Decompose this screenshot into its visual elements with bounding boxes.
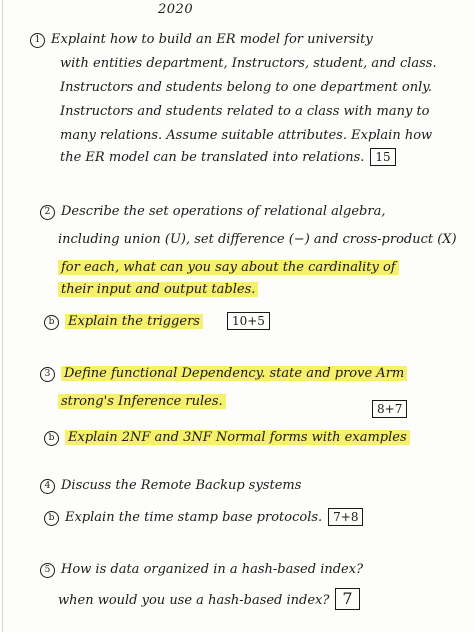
year-heading: 2020 [158,2,194,17]
q3-number: 3 [40,367,55,382]
q3-marks-line [366,400,407,420]
q4b-line: b Explain the time stamp base protocols. 7+8 [44,508,363,528]
q4b-number: b [44,511,59,526]
q2b-line: b Explain the triggers 10+5 [44,312,270,332]
q1-number: 1 [30,33,45,48]
q3-line-2: strong's Inference rules. [58,392,226,412]
q5-number: 5 [40,563,55,578]
page-edge [2,0,3,632]
q3-marks-box: 8+7 [372,400,407,418]
q1-line-4: Instructors and students related to a class with many to [60,104,430,119]
q1-line-1: 1 Explaint how to build an ER model for university [30,30,373,50]
q1-line-5: many relations. Assume suitable attributes. Explain how [60,128,433,143]
q1-line-2: with entities department, Instructors, student, and class. [60,56,437,71]
q4-line: 4 Discuss the Remote Backup systems [40,476,301,496]
q2b-number: b [44,315,59,330]
q1-line-6: the ER model can be translated into relations. 15 [60,148,396,168]
q2-line-1: 2 Describe the set operations of relational algebra, [40,202,385,222]
q5-line-1: 5 How is data organized in a hash-based index? [40,560,363,580]
q4-marks-box: 7+8 [328,508,363,526]
q2-line-3: for each, what can you say about the cardinality of [58,258,399,278]
q2-line-4: their input and output tables. [58,280,258,300]
q3b-line: b Explain 2NF and 3NF Normal forms with examples [44,428,410,448]
q5-line-2: when would you use a hash-based index? 7 [58,588,360,611]
q1-line-3: Instructors and students belong to one department only. [60,80,433,95]
q3-line-1: 3 Define functional Dependency. state and prove Arm [40,364,407,384]
q4-number: 4 [40,479,55,494]
q2-line-2: including union (U), set difference (−) and cross-product (X) [58,232,457,247]
q2-number: 2 [40,205,55,220]
q2-marks-box: 10+5 [227,312,270,330]
q5-marks-box: 7 [335,588,359,610]
q3b-number: b [44,431,59,446]
q1-marks-box: 15 [370,148,395,166]
